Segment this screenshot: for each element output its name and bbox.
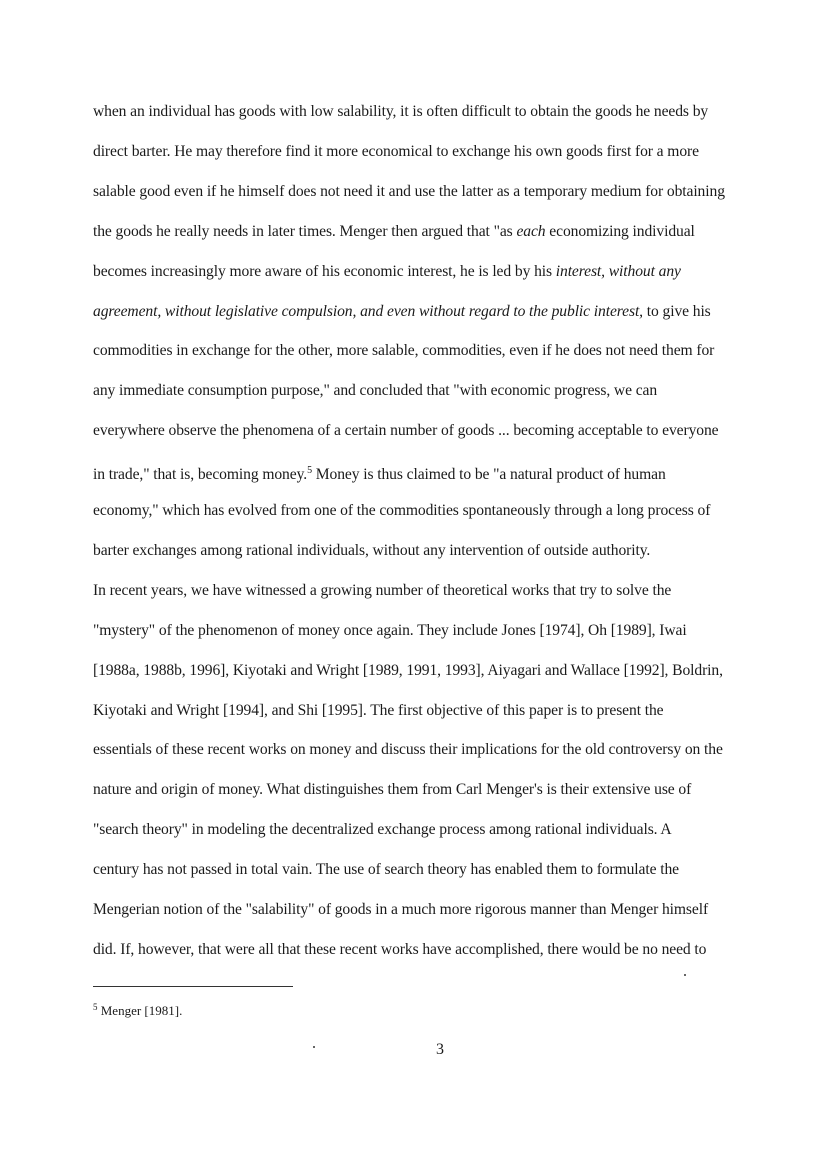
footnote-text: Menger [1981].	[97, 1003, 183, 1018]
page-number: 3	[436, 1041, 444, 1058]
text-line	[93, 581, 671, 601]
text-span: "mystery" of the phenomenon of money once again. They include Jones [1974], Oh [1989], Iwai	[93, 621, 687, 639]
text-span: economy," which has evolved from one of the commodities spontaneously through a long process of	[93, 502, 711, 519]
text-span: did. If, however, that were all that these recent works have accomplished, there would be no need to	[93, 940, 707, 958]
text-line	[93, 541, 650, 561]
text-span: essentials of these recent works on money and discuss their implications for the old controversy on the	[93, 741, 723, 759]
text-line	[93, 461, 666, 485]
text-line	[93, 940, 706, 960]
text-line	[93, 860, 679, 880]
text-span: [1988a, 1988b, 1996], Kiyotaki and Wright [1989, 1991, 1993], Aiyagari and Wallace [1992], Boldrin,	[93, 661, 723, 679]
text-line	[93, 182, 725, 202]
text-line	[93, 341, 714, 361]
text-line	[93, 621, 687, 641]
italic-span: each	[516, 222, 546, 240]
text-span: everywhere observe the phenomena of a certain number of goods ... becoming acceptable to everyone	[93, 422, 719, 440]
text-span: any immediate consumption purpose," and concluded that "with economic progress, we can	[93, 382, 658, 400]
text-span: Money is thus claimed to be "a natural product of human	[311, 466, 666, 484]
text-line	[93, 501, 710, 521]
text-line	[93, 142, 699, 162]
text-span: In recent years, we have witnessed a growing number of theoretical works that try to solve the	[93, 581, 672, 599]
text-line	[93, 740, 723, 760]
text-span: to give his	[642, 302, 711, 320]
text-span: in trade," that is, becoming money.	[93, 466, 308, 484]
text-line	[93, 780, 691, 800]
text-line	[93, 222, 695, 242]
text-span: "search theory" in modeling the decentralized exchange process among rational individuals. A	[93, 821, 672, 839]
text-span: the goods he really needs in later times. Menger then argued that "as	[93, 222, 517, 240]
text-span: salable good even if he himself does not need it and use the latter as a temporary medium for obtaining	[93, 182, 725, 200]
text-line	[93, 381, 657, 401]
text-span: Mengerian notion of the "salability" of goods in a much more rigorous manner than Menger himself	[93, 901, 709, 918]
text-line	[93, 262, 681, 282]
text-span: when an individual has goods with low salability, it is often difficult to obtain the goods he needs by	[93, 103, 709, 120]
text-span: Kiyotaki and Wright [1994], and Shi [1995]. The first objective of this paper is to present the	[93, 701, 664, 719]
footnote-reference: 5	[307, 465, 312, 477]
text-line	[93, 421, 718, 441]
text-span: direct barter. He may therefore find it more economical to exchange his own goods first for a more	[93, 142, 699, 160]
text-line	[93, 820, 672, 840]
text-span: barter exchanges among rational individuals, without any intervention of outside authority.	[93, 541, 651, 559]
text-line	[93, 701, 663, 721]
text-line	[93, 661, 723, 681]
text-span: century has not passed in total vain. The use of search theory has enabled them to formulate the	[93, 861, 679, 879]
text-span: commodities in exchange for the other, more salable, commodities, even if he does not need them for	[93, 342, 715, 360]
scan-speck	[313, 1046, 315, 1048]
text-span: becomes increasingly more aware of his economic interest, he is led by his	[93, 262, 556, 280]
scan-speck	[684, 974, 686, 976]
footnote-marker: 5	[93, 1002, 98, 1012]
italic-span: agreement, without legislative compulsion, and even without regard to the public interest,	[93, 302, 643, 320]
text-line	[93, 302, 711, 322]
text-line	[93, 102, 708, 122]
text-span: nature and origin of money. What distinguishes them from Carl Menger's is their extensive use of	[93, 781, 692, 799]
footnote-separator	[93, 986, 293, 987]
italic-span: interest, without any	[555, 262, 681, 280]
text-line	[93, 900, 708, 920]
footnote	[93, 998, 182, 1020]
text-span: economizing individual	[545, 222, 695, 240]
